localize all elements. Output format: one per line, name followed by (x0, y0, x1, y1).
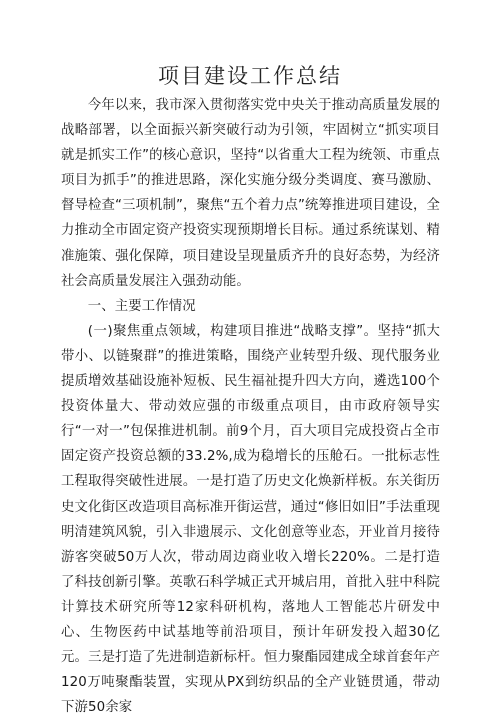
document-body (61, 93, 440, 720)
document-title: 项目建设工作总结 (158, 64, 342, 88)
intro-paragraph: 今年以来，我市深入贯彻落实党中央关于推动高质量发展的战略部署，以全面振兴新突破行动为引领，牢固树立“抓实项目就是抓实工作”的核心意识，坚持“以省重大工程为统领、市重点项目为抓手”的推进思路，深化实施分级分类调度、赛马激励、督导检查“三项机制”，聚焦“五个着力点”统筹推进项目建设，全力推动全市固定资产投资实现预期增长目标。通过系统谋划、精准施策、强化保障，项目建设呈现量质齐升的良好态势，为经济社会高质量发展注入强劲动能。 (61, 98, 440, 289)
section-heading: 一、主要工作情况 (87, 298, 196, 314)
section-paragraph: (一)聚焦重点领域，构建项目推进“战略支撑”。坚持“抓大带小、以链聚群”的推进策略，围绕产业转型升级、现代服务业提质增效基础设施补短板、民生福祉提升四大方向，遴选100个投资体量大、带动效应强的市级重点项目，由市政府领导实行“一对一”包保推进机制。前9个月，百大项目完成投资占全市固定资产投资总额的33.2%,成为稳增长的压舱石。一批标志性工程取得突破性进展。一是打造了历史文化焕新样板。东关街历史文化街区改造项目高标准开街运营，通过“修旧如旧”手法重现明清建筑风貌，引入非遗展示、文化创意等业态，开业首月接待游客突破50万人次，带动周边商业收入增长220%。二是打造了科技创新引擎。英歌石科学城正式开城启用，首批入驻中科院计算技术研究所等12家科研机构，落地人工智能芯片研发中心、生物医药中试基地等前沿项目，预计年研发投入超30亿元。三是打造了先进制造新标杆。恒力聚酯园建成全球首套年产120万吨聚酯装置，实现从PX到纺织品的全产业链贯通，带动下游50余家 (61, 323, 440, 716)
